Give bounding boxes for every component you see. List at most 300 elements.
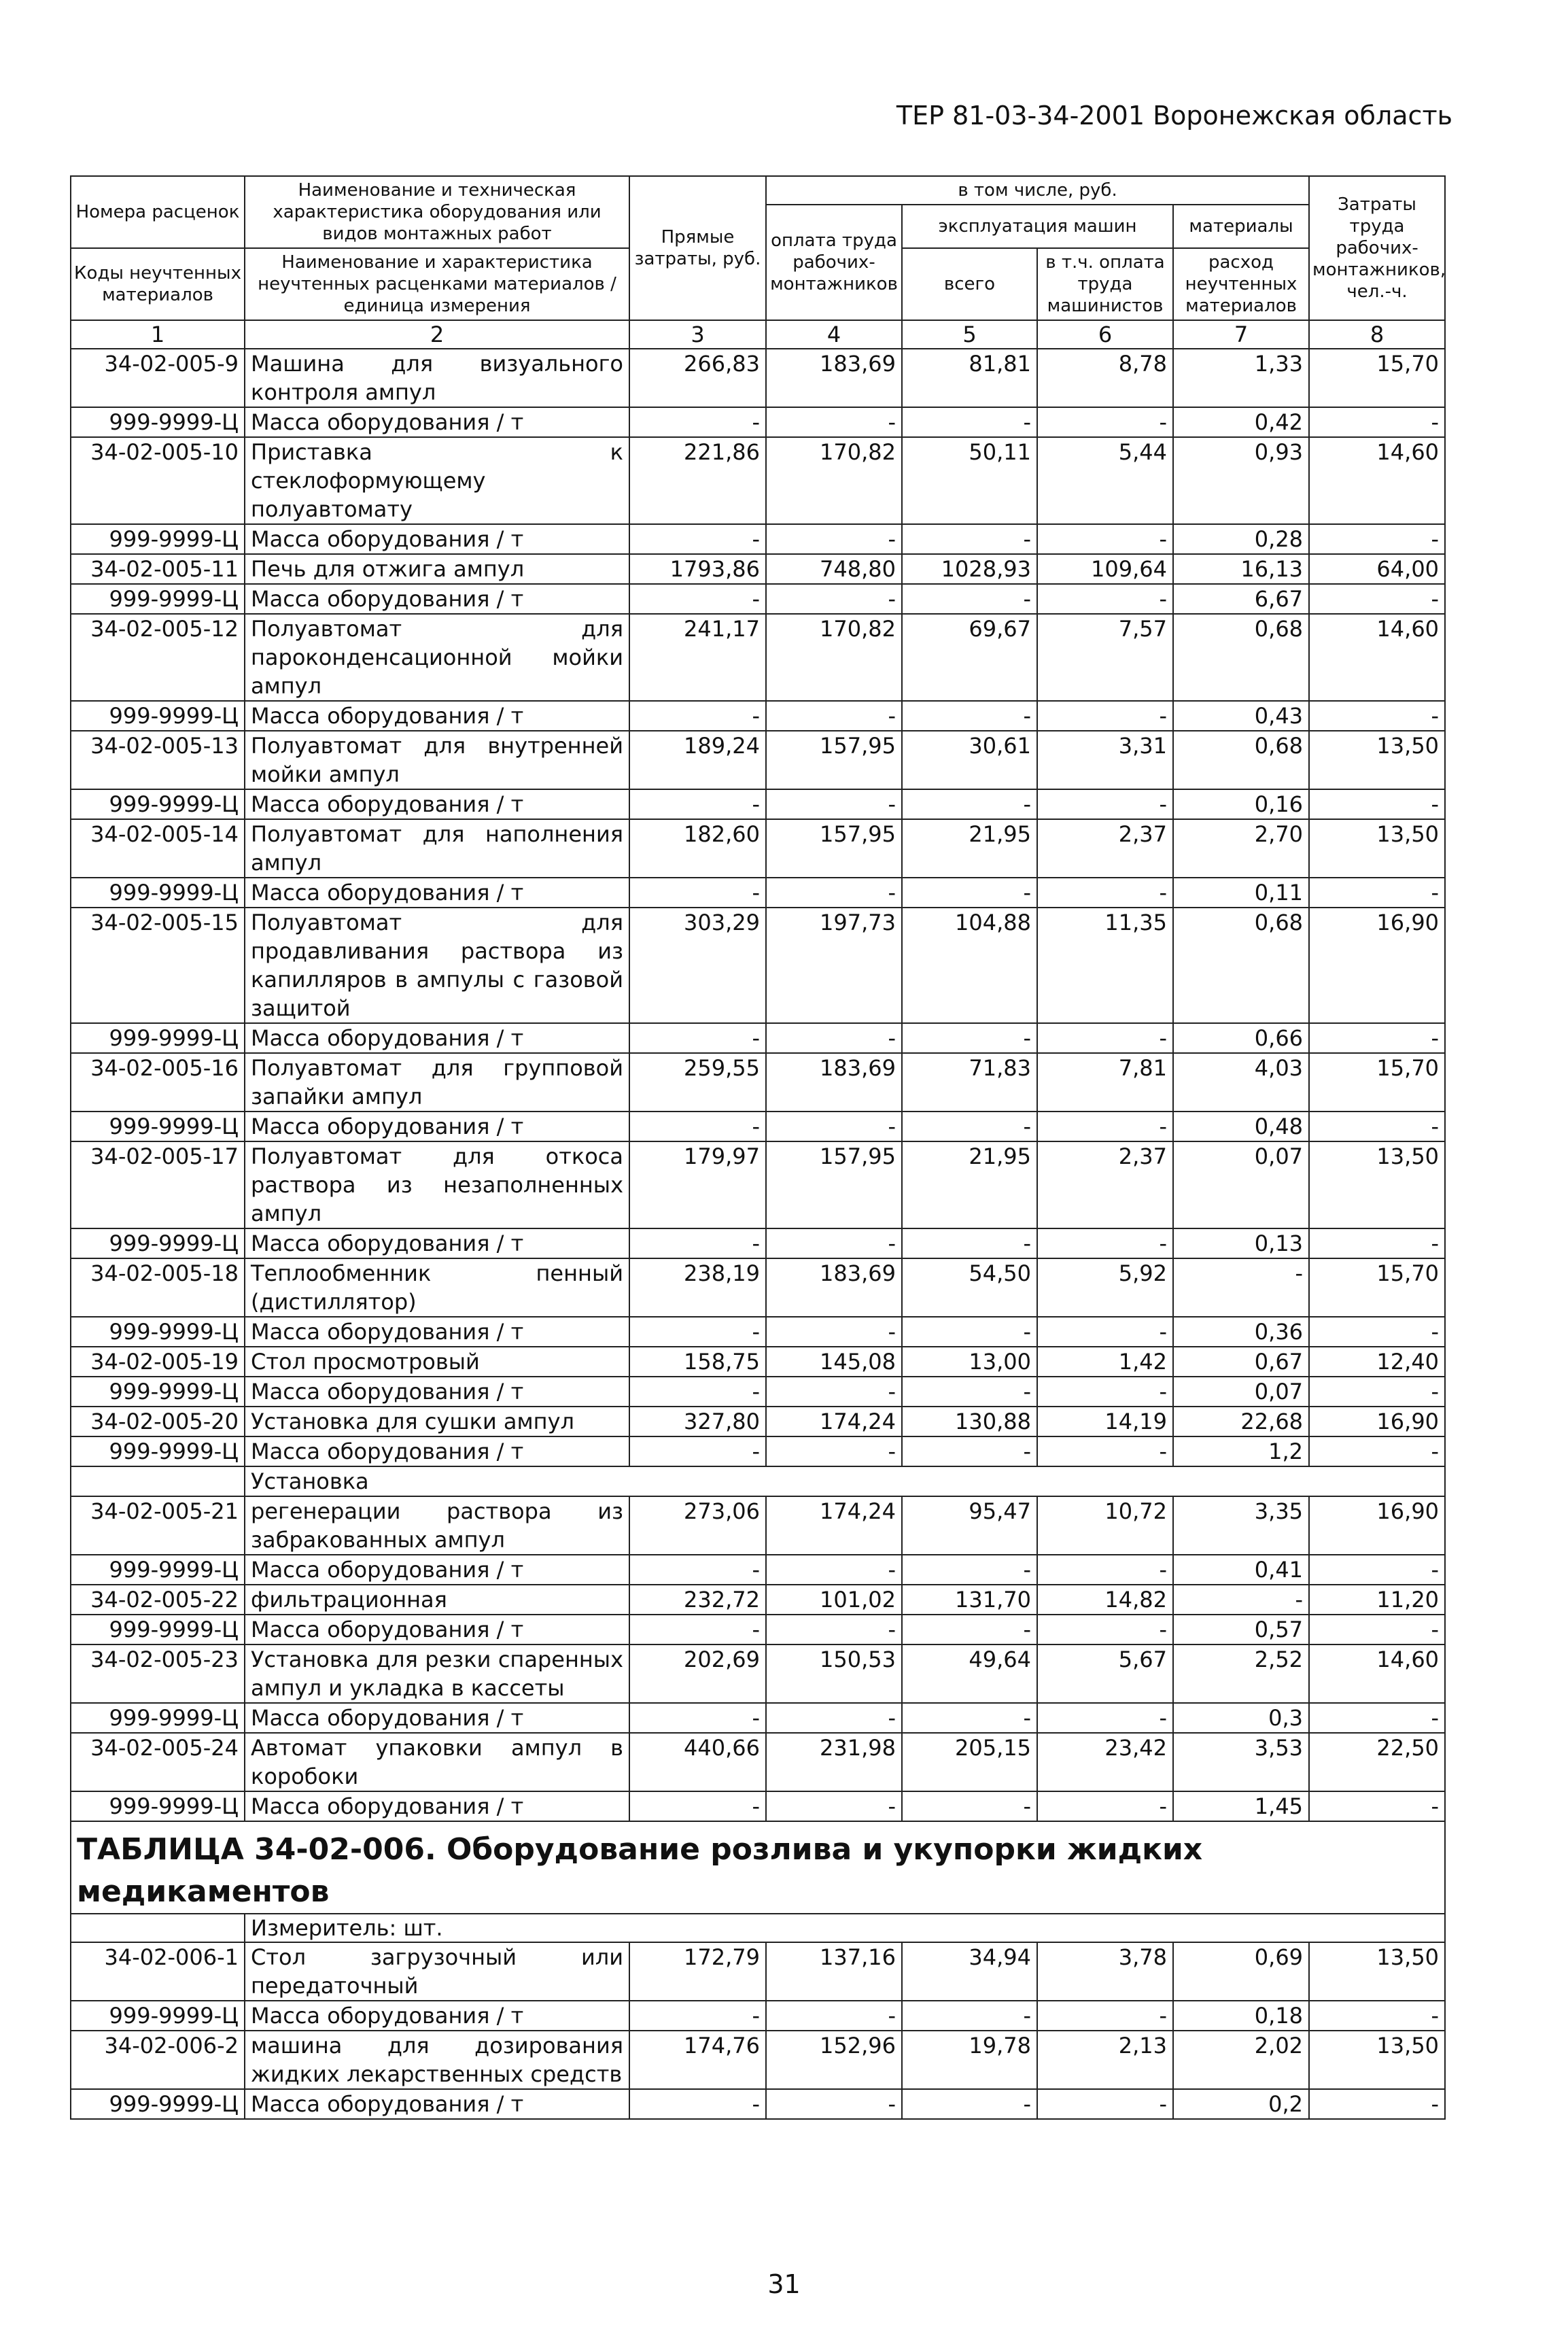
machines-total: 71,83: [902, 1053, 1037, 1112]
direct-costs: -: [629, 1703, 766, 1733]
material-consumption: 0,48: [1173, 1112, 1309, 1141]
labor-hours: -: [1309, 878, 1445, 908]
direct-costs: -: [629, 1023, 766, 1053]
equipment-name: Полуавтомат для откоса раствора из незаполненных ампул: [245, 1141, 629, 1228]
equipment-name: Машина для визуального контроля ампул: [245, 349, 629, 407]
material-name: Масса оборудования / т: [245, 1791, 629, 1821]
labor-hours: 13,50: [1309, 2031, 1445, 2089]
material-name: Масса оборудования / т: [245, 2001, 629, 2031]
worker-wages: 183,69: [766, 1053, 902, 1112]
machines-total: 54,50: [902, 1258, 1037, 1317]
equipment-name: Полуавтомат для пароконденсационной мойки ампул: [245, 614, 629, 701]
labor-hours: 22,50: [1309, 1733, 1445, 1791]
labor-hours: 14,60: [1309, 614, 1445, 701]
material-row: [71, 2001, 1445, 2031]
machines-total: -: [902, 2001, 1037, 2031]
material-row: [71, 1112, 1445, 1141]
worker-wages: 174,24: [766, 1496, 902, 1555]
rate-row: [71, 2031, 1445, 2089]
direct-costs: 158,75: [629, 1347, 766, 1377]
material-consumption: 3,35: [1173, 1496, 1309, 1555]
material-code: 999-9999-Ц: [71, 701, 245, 731]
worker-wages: -: [766, 407, 902, 437]
machinist-wages: -: [1037, 1791, 1173, 1821]
material-consumption: 0,68: [1173, 731, 1309, 789]
material-row: [71, 701, 1445, 731]
machinist-wages: -: [1037, 1023, 1173, 1053]
material-code: 999-9999-Ц: [71, 789, 245, 819]
rate-row: [71, 1644, 1445, 1703]
machinist-wages: -: [1037, 878, 1173, 908]
worker-wages: -: [766, 2001, 902, 2031]
worker-wages: 197,73: [766, 908, 902, 1023]
header-machine-operation: эксплуатация машин: [902, 205, 1173, 248]
direct-costs: -: [629, 524, 766, 554]
material-consumption: 22,68: [1173, 1407, 1309, 1436]
rate-row: [71, 437, 1445, 524]
labor-hours: 16,90: [1309, 908, 1445, 1023]
labor-hours: -: [1309, 1377, 1445, 1407]
equipment-name: Стол просмотровый: [245, 1347, 629, 1377]
material-consumption: 1,2: [1173, 1436, 1309, 1466]
rate-row: [71, 1347, 1445, 1377]
machinist-wages: 7,57: [1037, 614, 1173, 701]
labor-hours: 13,50: [1309, 1942, 1445, 2001]
material-code: 999-9999-Ц: [71, 407, 245, 437]
header-material-name: Наименование и характеристика неучтенных расценками материалов / единица измерения: [245, 248, 629, 320]
direct-costs: 266,83: [629, 349, 766, 407]
machines-total: 21,95: [902, 819, 1037, 878]
machinist-wages: 5,92: [1037, 1258, 1173, 1317]
machines-total: 50,11: [902, 437, 1037, 524]
direct-costs: -: [629, 1791, 766, 1821]
machines-total: -: [902, 1791, 1037, 1821]
machines-total: -: [902, 878, 1037, 908]
labor-hours: 14,60: [1309, 437, 1445, 524]
labor-hours: -: [1309, 1555, 1445, 1585]
material-name: Масса оборудования / т: [245, 2089, 629, 2119]
rate-code: 34-02-005-23: [71, 1644, 245, 1703]
material-consumption: 0,93: [1173, 437, 1309, 524]
worker-wages: 748,80: [766, 554, 902, 584]
rate-code: 34-02-005-17: [71, 1141, 245, 1228]
machinist-wages: 14,82: [1037, 1585, 1173, 1615]
machinist-wages: 23,42: [1037, 1733, 1173, 1791]
machinist-wages: 14,19: [1037, 1407, 1173, 1436]
material-row: [71, 878, 1445, 908]
material-consumption: 6,67: [1173, 584, 1309, 614]
worker-wages: 137,16: [766, 1942, 902, 2001]
direct-costs: -: [629, 878, 766, 908]
equipment-name: Установка для сушки ампул: [245, 1407, 629, 1436]
rate-row: [71, 614, 1445, 701]
rate-code: 34-02-005-14: [71, 819, 245, 878]
header-labor-hours: Затраты труда рабочих-монтажников, чел.-ч.: [1309, 176, 1445, 320]
page-number: 31: [767, 2269, 801, 2299]
machinist-wages: -: [1037, 1703, 1173, 1733]
header-equipment-name: Наименование и техническая характеристика оборудования или видов монтажных работ: [245, 176, 629, 248]
direct-costs: 327,80: [629, 1407, 766, 1436]
material-code: 999-9999-Ц: [71, 1436, 245, 1466]
worker-wages: -: [766, 524, 902, 554]
material-row: [71, 584, 1445, 614]
material-row: [71, 1377, 1445, 1407]
material-code: 999-9999-Ц: [71, 1377, 245, 1407]
rate-row: [71, 1733, 1445, 1791]
direct-costs: 174,76: [629, 2031, 766, 2089]
material-consumption: 0,16: [1173, 789, 1309, 819]
section-title: ТАБЛИЦА 34-02-006. Оборудование розлива и укупорки жидких медикаментов: [71, 1821, 1445, 1914]
material-code: 999-9999-Ц: [71, 878, 245, 908]
rate-row: [71, 1053, 1445, 1112]
material-row: [71, 1436, 1445, 1466]
machines-total: 13,00: [902, 1347, 1037, 1377]
material-row: [71, 1615, 1445, 1644]
machinist-wages: 3,31: [1037, 731, 1173, 789]
material-consumption: 0,57: [1173, 1615, 1309, 1644]
direct-costs: 189,24: [629, 731, 766, 789]
machinist-wages: -: [1037, 524, 1173, 554]
material-code: 999-9999-Ц: [71, 524, 245, 554]
material-code: 999-9999-Ц: [71, 1317, 245, 1347]
machines-total: -: [902, 1228, 1037, 1258]
material-row: [71, 524, 1445, 554]
labor-hours: -: [1309, 1615, 1445, 1644]
rate-code: 34-02-005-11: [71, 554, 245, 584]
rate-code: 34-02-006-1: [71, 1942, 245, 2001]
group-row: [71, 1466, 1445, 1496]
worker-wages: -: [766, 1436, 902, 1466]
worker-wages: -: [766, 789, 902, 819]
equipment-name: Приставка к стеклоформующему полуавтомату: [245, 437, 629, 524]
labor-hours: 16,90: [1309, 1407, 1445, 1436]
header-materials: материалы: [1173, 205, 1309, 248]
direct-costs: -: [629, 1555, 766, 1585]
material-name: Масса оборудования / т: [245, 789, 629, 819]
rate-code: 34-02-005-13: [71, 731, 245, 789]
material-code: 999-9999-Ц: [71, 584, 245, 614]
rate-code: 34-02-005-15: [71, 908, 245, 1023]
material-name: Масса оборудования / т: [245, 407, 629, 437]
material-name: Масса оборудования / т: [245, 584, 629, 614]
material-consumption: 0,2: [1173, 2089, 1309, 2119]
machinist-wages: -: [1037, 2001, 1173, 2031]
column-number: 6: [1037, 320, 1173, 349]
machinist-wages: -: [1037, 1112, 1173, 1141]
header-machines-total: всего: [902, 248, 1037, 320]
labor-hours: -: [1309, 2001, 1445, 2031]
labor-hours: -: [1309, 1703, 1445, 1733]
machines-total: 130,88: [902, 1407, 1037, 1436]
material-name: Масса оборудования / т: [245, 1377, 629, 1407]
worker-wages: -: [766, 1615, 902, 1644]
header-machinist-wages: в т.ч. оплата труда машинистов: [1037, 248, 1173, 320]
machinist-wages: -: [1037, 407, 1173, 437]
rate-code: 34-02-005-18: [71, 1258, 245, 1317]
labor-hours: 14,60: [1309, 1644, 1445, 1703]
machines-total: 49,64: [902, 1644, 1037, 1703]
machines-total: 131,70: [902, 1585, 1037, 1615]
column-number: 8: [1309, 320, 1445, 349]
direct-costs: -: [629, 2001, 766, 2031]
machines-total: 34,94: [902, 1942, 1037, 2001]
direct-costs: 221,86: [629, 437, 766, 524]
material-code: 999-9999-Ц: [71, 2089, 245, 2119]
material-name: Масса оборудования / т: [245, 1317, 629, 1347]
group-name: Установка: [245, 1466, 1445, 1496]
worker-wages: 183,69: [766, 1258, 902, 1317]
direct-costs: 440,66: [629, 1733, 766, 1791]
direct-costs: -: [629, 2089, 766, 2119]
machinist-wages: -: [1037, 1317, 1173, 1347]
worker-wages: 150,53: [766, 1644, 902, 1703]
direct-costs: -: [629, 1228, 766, 1258]
machinist-wages: -: [1037, 1615, 1173, 1644]
rate-row: [71, 349, 1445, 407]
machinist-wages: 11,35: [1037, 908, 1173, 1023]
machines-total: -: [902, 1615, 1037, 1644]
equipment-name: Стол загрузочный или передаточный: [245, 1942, 629, 2001]
column-number: 5: [902, 320, 1037, 349]
machinist-wages: 2,13: [1037, 2031, 1173, 2089]
column-number: 7: [1173, 320, 1309, 349]
worker-wages: -: [766, 1317, 902, 1347]
labor-hours: -: [1309, 1112, 1445, 1141]
machinist-wages: -: [1037, 1228, 1173, 1258]
rate-row: [71, 1585, 1445, 1615]
material-name: Масса оборудования / т: [245, 1555, 629, 1585]
header-material-consumption: расход неучтенных материалов: [1173, 248, 1309, 320]
labor-hours: -: [1309, 789, 1445, 819]
worker-wages: 174,24: [766, 1407, 902, 1436]
machines-total: 81,81: [902, 349, 1037, 407]
section-unit-row: [71, 1914, 1445, 1942]
direct-costs: 273,06: [629, 1496, 766, 1555]
material-name: Масса оборудования / т: [245, 1112, 629, 1141]
material-consumption: 0,11: [1173, 878, 1309, 908]
machines-total: -: [902, 789, 1037, 819]
labor-hours: -: [1309, 1228, 1445, 1258]
material-code: 999-9999-Ц: [71, 1023, 245, 1053]
rate-row: [71, 908, 1445, 1023]
direct-costs: -: [629, 1317, 766, 1347]
column-number: 3: [629, 320, 766, 349]
direct-costs: 241,17: [629, 614, 766, 701]
rate-code: 34-02-005-21: [71, 1496, 245, 1555]
material-consumption: 0,13: [1173, 1228, 1309, 1258]
labor-hours: 15,70: [1309, 1258, 1445, 1317]
rate-code: 34-02-005-24: [71, 1733, 245, 1791]
machines-total: -: [902, 2089, 1037, 2119]
header-worker-wages: оплата труда рабочих-монтажников: [766, 205, 902, 320]
material-consumption: 0,41: [1173, 1555, 1309, 1585]
material-code: 999-9999-Ц: [71, 1112, 245, 1141]
machines-total: -: [902, 584, 1037, 614]
direct-costs: -: [629, 789, 766, 819]
machines-total: -: [902, 1317, 1037, 1347]
rate-code: 34-02-005-9: [71, 349, 245, 407]
worker-wages: -: [766, 1023, 902, 1053]
rate-code: 34-02-005-16: [71, 1053, 245, 1112]
machinist-wages: 7,81: [1037, 1053, 1173, 1112]
rate-code: 34-02-005-10: [71, 437, 245, 524]
machines-total: 205,15: [902, 1733, 1037, 1791]
rate-code: 34-02-006-2: [71, 2031, 245, 2089]
machines-total: -: [902, 1703, 1037, 1733]
labor-hours: 13,50: [1309, 819, 1445, 878]
machinist-wages: 2,37: [1037, 1141, 1173, 1228]
material-code: 999-9999-Ц: [71, 1615, 245, 1644]
labor-hours: -: [1309, 701, 1445, 731]
direct-costs: -: [629, 1615, 766, 1644]
header-direct-costs: Прямые затраты, руб.: [629, 176, 766, 320]
direct-costs: -: [629, 584, 766, 614]
material-code: 999-9999-Ц: [71, 1555, 245, 1585]
machines-total: 21,95: [902, 1141, 1037, 1228]
column-number: 2: [245, 320, 629, 349]
material-consumption: 0,66: [1173, 1023, 1309, 1053]
rate-row: [71, 1942, 1445, 2001]
rate-code: 34-02-005-19: [71, 1347, 245, 1377]
direct-costs: -: [629, 1377, 766, 1407]
worker-wages: 231,98: [766, 1733, 902, 1791]
material-consumption: 2,52: [1173, 1644, 1309, 1703]
direct-costs: -: [629, 1112, 766, 1141]
material-consumption: 0,28: [1173, 524, 1309, 554]
section-unit: Измеритель: шт.: [245, 1914, 1445, 1942]
labor-hours: 15,70: [1309, 349, 1445, 407]
material-name: Масса оборудования / т: [245, 701, 629, 731]
material-consumption: 0,68: [1173, 908, 1309, 1023]
rate-row: [71, 1407, 1445, 1436]
header-including-group: в том числе, руб.: [766, 176, 1309, 205]
material-row: [71, 2089, 1445, 2119]
labor-hours: -: [1309, 407, 1445, 437]
rate-code: 34-02-005-22: [71, 1585, 245, 1615]
direct-costs: -: [629, 407, 766, 437]
material-consumption: 4,03: [1173, 1053, 1309, 1112]
rate-code: 34-02-005-20: [71, 1407, 245, 1436]
material-row: [71, 1317, 1445, 1347]
group-code: [71, 1466, 245, 1496]
material-consumption: 1,45: [1173, 1791, 1309, 1821]
machinist-wages: -: [1037, 584, 1173, 614]
machinist-wages: 5,67: [1037, 1644, 1173, 1703]
labor-hours: -: [1309, 1791, 1445, 1821]
equipment-name: Полуавтомат для наполнения ампул: [245, 819, 629, 878]
equipment-name: Полуавтомат для групповой запайки ампул: [245, 1053, 629, 1112]
equipment-name: фильтрационная: [245, 1585, 629, 1615]
material-name: Масса оборудования / т: [245, 1228, 629, 1258]
worker-wages: 170,82: [766, 614, 902, 701]
equipment-name: машина для дозирования жидких лекарственных средств: [245, 2031, 629, 2089]
material-consumption: -: [1173, 1585, 1309, 1615]
material-consumption: 0,07: [1173, 1377, 1309, 1407]
direct-costs: 232,72: [629, 1585, 766, 1615]
machines-total: 30,61: [902, 731, 1037, 789]
rate-row: [71, 554, 1445, 584]
material-consumption: 3,53: [1173, 1733, 1309, 1791]
labor-hours: -: [1309, 524, 1445, 554]
machinist-wages: -: [1037, 2089, 1173, 2119]
rate-code: 34-02-005-12: [71, 614, 245, 701]
worker-wages: -: [766, 1112, 902, 1141]
worker-wages: 170,82: [766, 437, 902, 524]
rates-table: [70, 175, 1446, 2120]
material-name: Масса оборудования / т: [245, 1703, 629, 1733]
material-row: [71, 1023, 1445, 1053]
worker-wages: -: [766, 1377, 902, 1407]
unit-spacer: [71, 1914, 245, 1942]
equipment-name: Печь для отжига ампул: [245, 554, 629, 584]
material-consumption: 0,3: [1173, 1703, 1309, 1733]
worker-wages: -: [766, 1703, 902, 1733]
document-title: ТЕР 81-03-34-2001 Воронежская область: [896, 101, 1452, 131]
worker-wages: -: [766, 584, 902, 614]
material-code: 999-9999-Ц: [71, 1228, 245, 1258]
equipment-name: Теплообменник пенный (дистиллятор): [245, 1258, 629, 1317]
labor-hours: -: [1309, 584, 1445, 614]
material-name: Масса оборудования / т: [245, 1436, 629, 1466]
direct-costs: 303,29: [629, 908, 766, 1023]
labor-hours: -: [1309, 1317, 1445, 1347]
material-consumption: 0,42: [1173, 407, 1309, 437]
equipment-name: Полуавтомат для внутренней мойки ампул: [245, 731, 629, 789]
labor-hours: 15,70: [1309, 1053, 1445, 1112]
equipment-name: регенерации раствора из забракованных ампул: [245, 1496, 629, 1555]
table-body: [71, 349, 1445, 2119]
worker-wages: -: [766, 1791, 902, 1821]
machinist-wages: 2,37: [1037, 819, 1173, 878]
machinist-wages: 8,78: [1037, 349, 1173, 407]
machinist-wages: -: [1037, 1555, 1173, 1585]
header-rate-number: Номера расценок: [71, 176, 245, 248]
machines-total: -: [902, 1436, 1037, 1466]
material-consumption: 1,33: [1173, 349, 1309, 407]
equipment-name: Установка для резки спаренных ампул и укладка в кассеты: [245, 1644, 629, 1703]
machines-total: -: [902, 1555, 1037, 1585]
direct-costs: 1793,86: [629, 554, 766, 584]
material-consumption: 0,69: [1173, 1942, 1309, 2001]
column-number: 4: [766, 320, 902, 349]
labor-hours: 13,50: [1309, 1141, 1445, 1228]
direct-costs: -: [629, 1436, 766, 1466]
material-code: 999-9999-Ц: [71, 1703, 245, 1733]
machines-total: 95,47: [902, 1496, 1037, 1555]
material-code: 999-9999-Ц: [71, 2001, 245, 2031]
machines-total: -: [902, 1377, 1037, 1407]
material-row: [71, 789, 1445, 819]
machines-total: -: [902, 1023, 1037, 1053]
rate-row: [71, 1496, 1445, 1555]
machines-total: -: [902, 701, 1037, 731]
material-consumption: 0,36: [1173, 1317, 1309, 1347]
machinist-wages: 1,42: [1037, 1347, 1173, 1377]
worker-wages: -: [766, 878, 902, 908]
worker-wages: -: [766, 2089, 902, 2119]
direct-costs: 182,60: [629, 819, 766, 878]
machines-total: 19,78: [902, 2031, 1037, 2089]
material-name: Масса оборудования / т: [245, 878, 629, 908]
labor-hours: 11,20: [1309, 1585, 1445, 1615]
machines-total: -: [902, 524, 1037, 554]
labor-hours: -: [1309, 1436, 1445, 1466]
direct-costs: 238,19: [629, 1258, 766, 1317]
material-row: [71, 1228, 1445, 1258]
worker-wages: 145,08: [766, 1347, 902, 1377]
machinist-wages: -: [1037, 789, 1173, 819]
machinist-wages: -: [1037, 1436, 1173, 1466]
